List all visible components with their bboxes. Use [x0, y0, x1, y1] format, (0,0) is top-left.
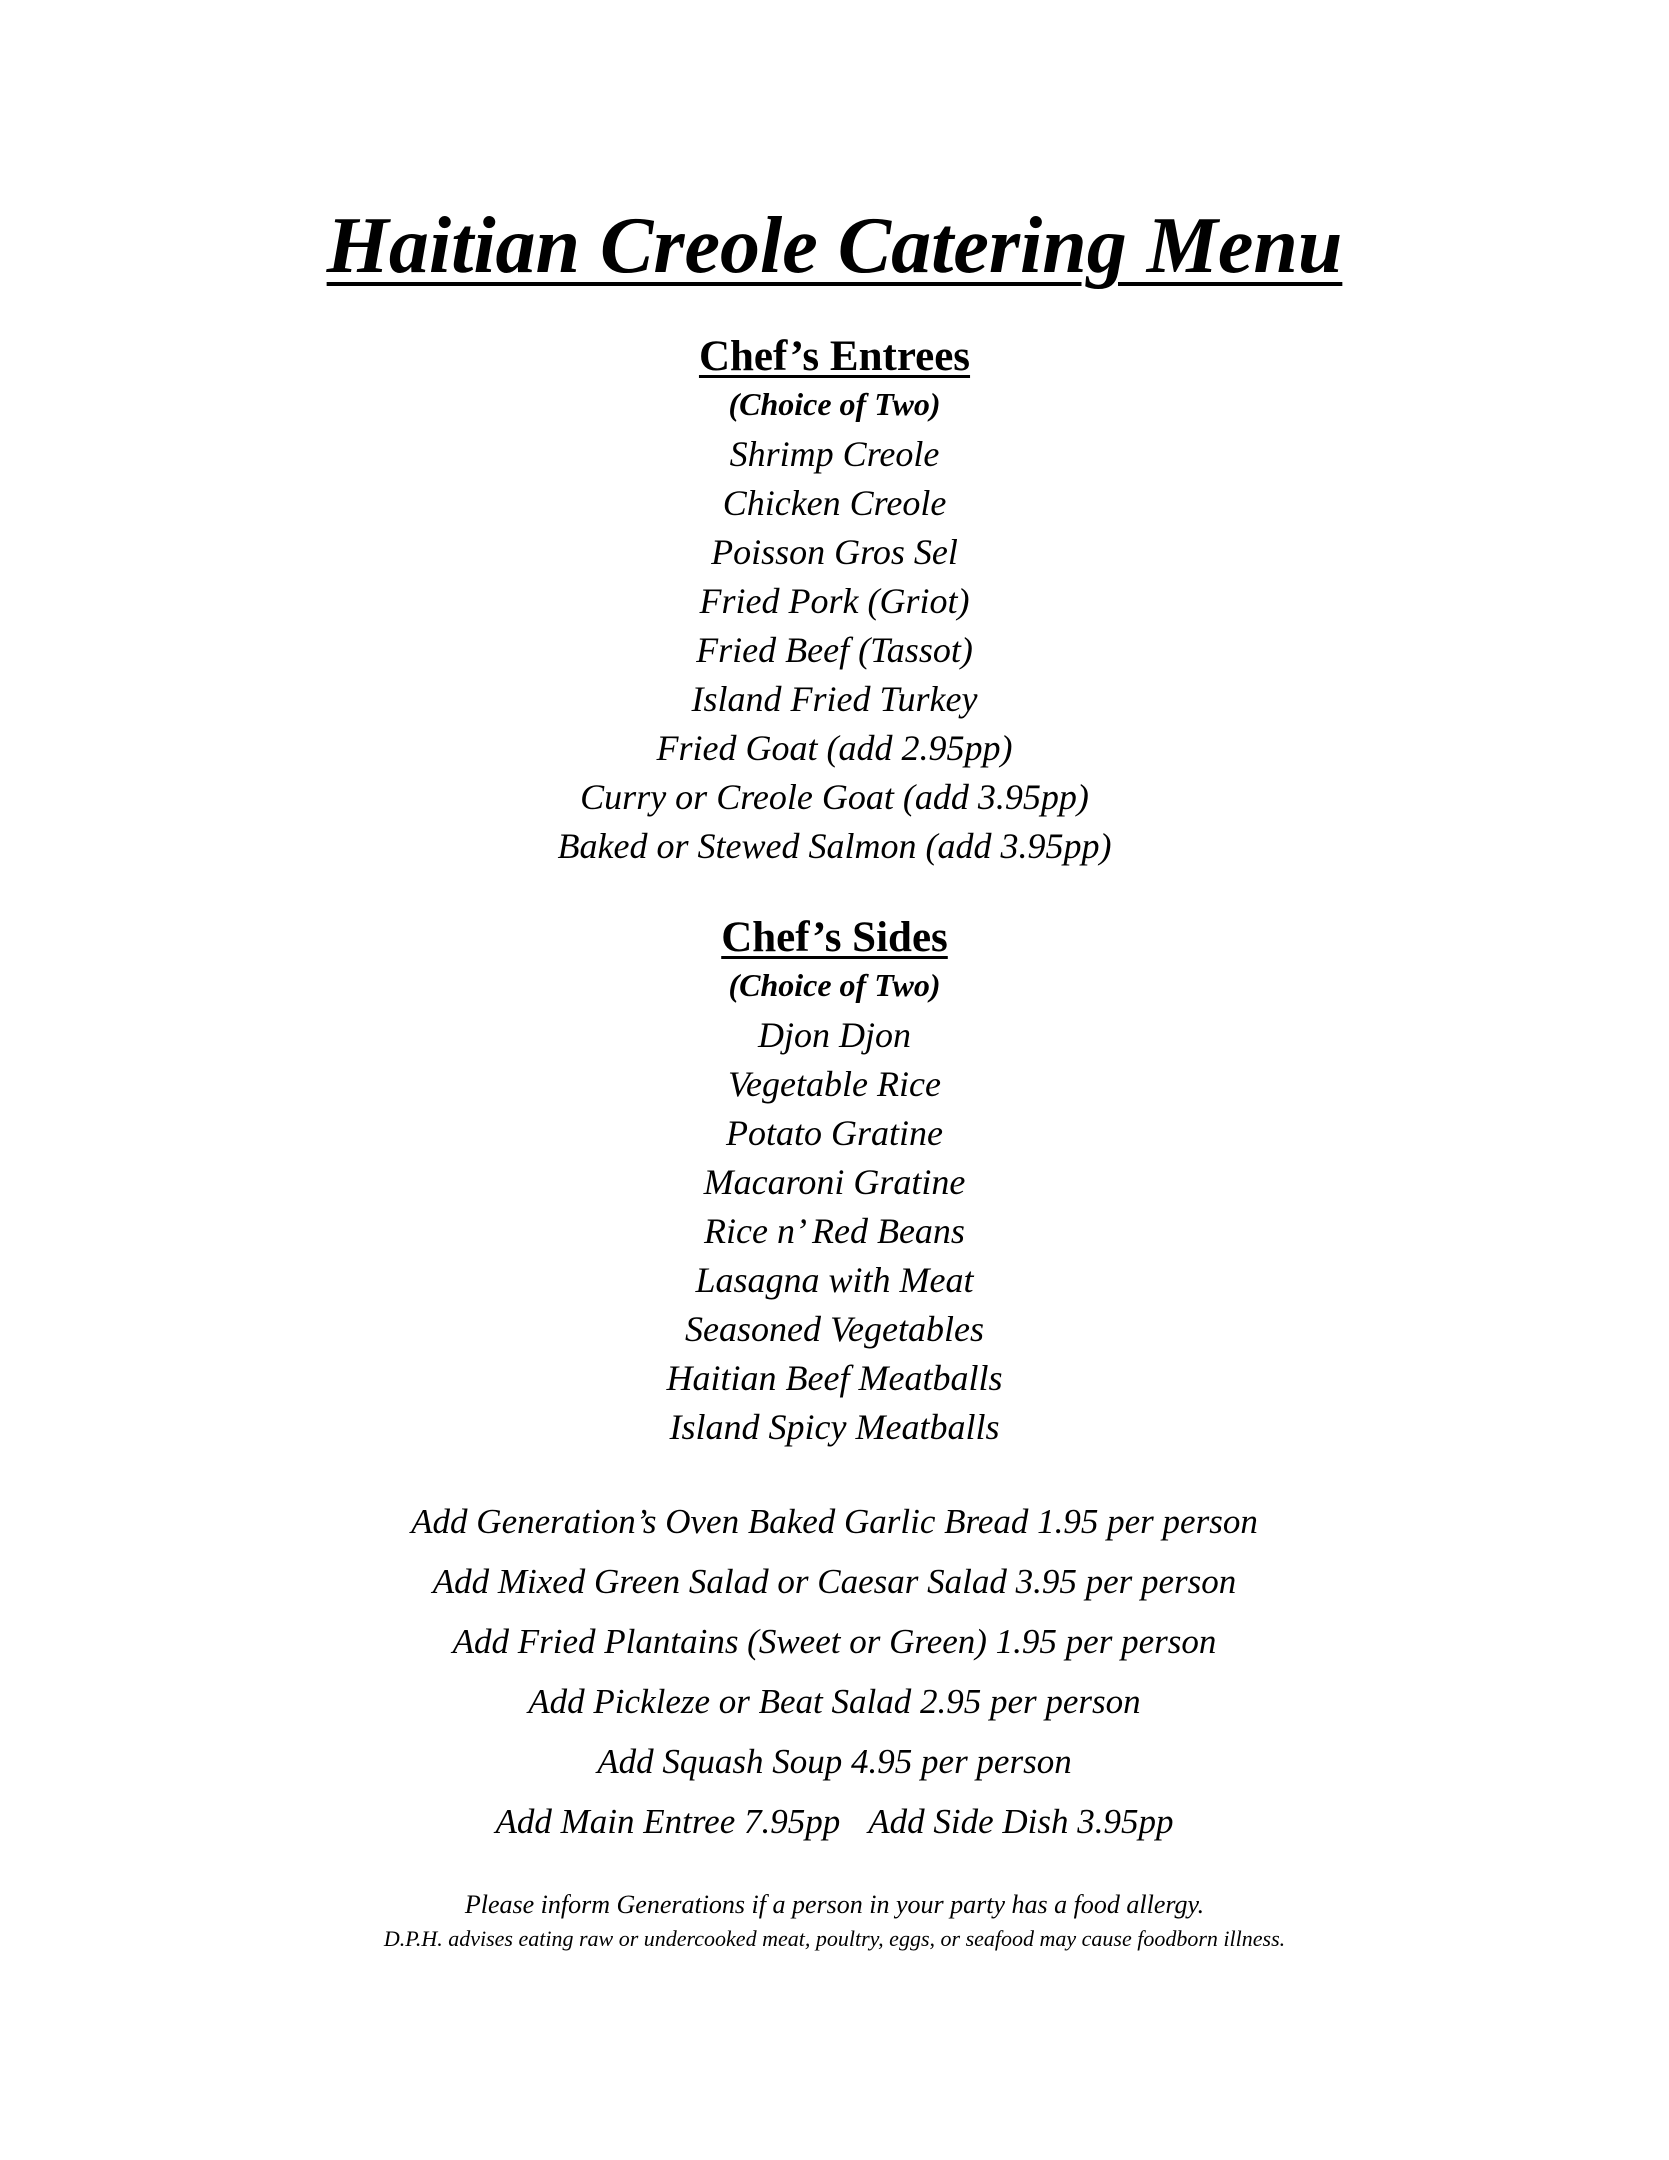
addon-item: Add Pickleze or Beat Salad 2.95 per person: [528, 1682, 1141, 1721]
notices-section: [0, 1888, 1669, 1956]
side-item: Vegetable Rice: [728, 1064, 941, 1104]
entrees-list: [0, 430, 1669, 871]
entree-item: Fried Pork (Griot): [699, 581, 970, 621]
entree-item: Curry or Creole Goat (add 3.95pp): [580, 777, 1089, 817]
entrees-subheading: (Choice of Two): [728, 386, 941, 422]
side-item: Potato Gratine: [726, 1113, 943, 1153]
addon-side-dish: Add Side Dish 3.95pp: [868, 1802, 1174, 1841]
dph-notice: D.P.H. advises eating raw or undercooked meat, poultry, eggs, or seafood may cause foodborn illness.: [383, 1926, 1286, 1951]
side-item: Island Spicy Meatballs: [669, 1407, 1000, 1447]
entree-item: Baked or Stewed Salmon (add 3.95pp): [557, 826, 1112, 866]
sides-section: [0, 913, 1669, 1452]
side-item: Haitian Beef Meatballs: [666, 1358, 1003, 1398]
entree-item: Chicken Creole: [722, 483, 947, 523]
entree-item: Fried Beef (Tassot): [696, 630, 973, 670]
menu-title: Haitian Creole Catering Menu: [326, 202, 1343, 290]
allergy-notice: Please inform Generations if a person in your party has a food allergy.: [464, 1890, 1205, 1919]
sides-heading: Chef’s Sides: [721, 914, 948, 961]
addon-main-side-line: [0, 1792, 1669, 1852]
addons-list: [0, 1492, 1669, 1852]
entree-item: Shrimp Creole: [729, 434, 940, 474]
side-item: Seasoned Vegetables: [685, 1309, 984, 1349]
side-item: Rice n’ Red Beans: [704, 1211, 965, 1251]
entrees-heading: Chef’s Entrees: [698, 333, 971, 380]
entree-item: Fried Goat (add 2.95pp): [656, 728, 1013, 768]
addon-item: Add Mixed Green Salad or Caesar Salad 3.95 per person: [432, 1562, 1237, 1601]
entree-item: Poisson Gros Sel: [711, 532, 958, 572]
side-item: Djon Djon: [758, 1015, 911, 1055]
entrees-section: [0, 332, 1669, 871]
addon-item: Add Squash Soup 4.95 per person: [597, 1742, 1072, 1781]
sides-subheading: (Choice of Two): [728, 967, 941, 1003]
addon-item: Add Fried Plantains (Sweet or Green) 1.95 per person: [452, 1622, 1217, 1661]
addons-section: [0, 1492, 1669, 1852]
addon-main-entree: Add Main Entree 7.95pp: [495, 1802, 841, 1841]
side-item: Lasagna with Meat: [695, 1260, 974, 1300]
addon-item: Add Generation’s Oven Baked Garlic Bread 1.95 per person: [411, 1502, 1258, 1541]
side-item: Macaroni Gratine: [703, 1162, 966, 1202]
entree-item: Island Fried Turkey: [691, 679, 978, 719]
sides-list: [0, 1011, 1669, 1452]
